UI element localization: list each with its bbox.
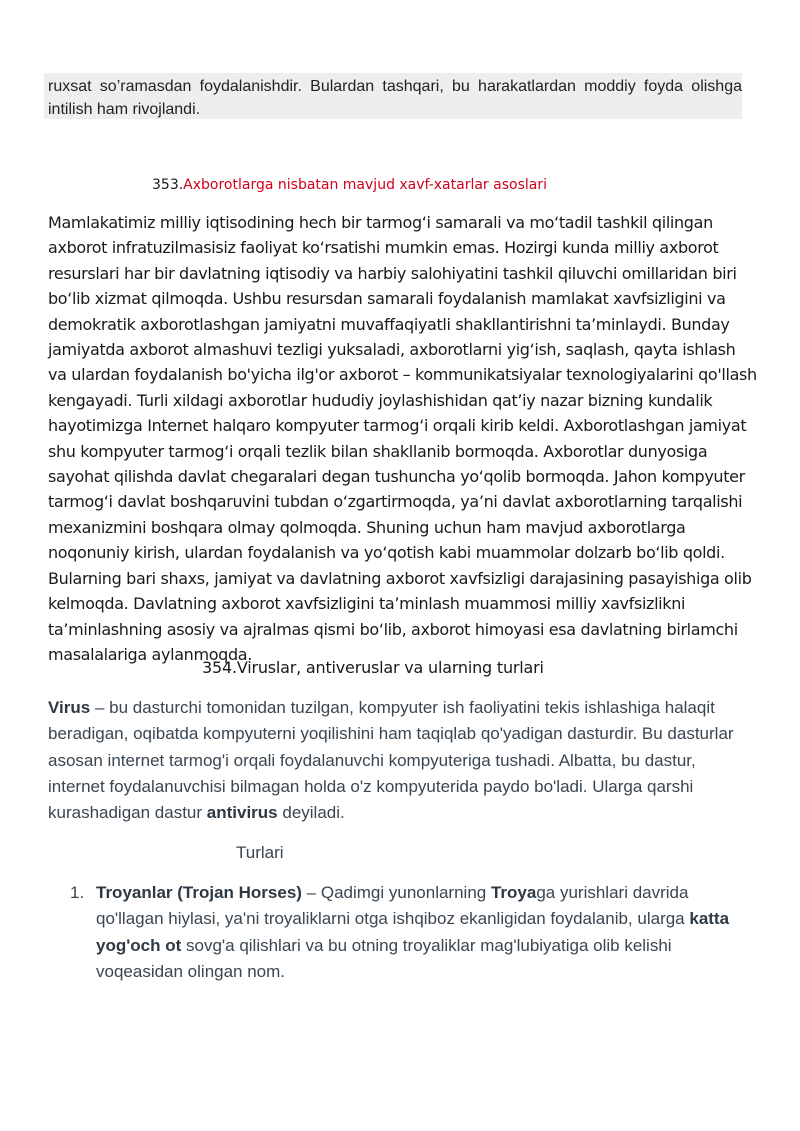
wooden-horse-term: katta yog'och ot [96,909,730,955]
list-item-text-c: sovg'a qilishlari va bu otning troyaliklar mag'lubiyatiga olib kelishi voqeasidan olingan nom. [96,935,672,981]
virus-definition-paragraph [48,695,748,826]
list-item [48,880,748,985]
section-353-number: 353. [152,177,184,193]
troya-term: Troya [490,883,537,902]
continuation-paragraph: ruxsat so’ramasdan foydalanishdir. Bulardan tashqari, bu harakatlardan moddiy foyda olishga intilish ham rivojlandi. [48,78,742,118]
list-item-text [96,880,748,985]
section-353-paragraph: Mamlakatimiz milliy iqtisodining hech bir tarmog‘i samarali va mo‘tadil tashkil qilingan axborot infratuzilmasisiz faoliyat ko‘rsatishi mumkin emas. Hozirgi kunda milliy axborot resurslari har bir davlatning iqtisodiy va harbiy salohiyatini tashkil qiluvchi omillaridan biri bo‘lib xizmat qilmoqda. Ushbu resursdan samarali foydalanish mamlakat xavfsizligini va demokratik axborotlashgan jamiyatni muvaffaqiyatli shakllantirishni ta’minlaydi. Bunday jamiyatda axborot almashuvi tezligi yuksaladi, axborotlarni yig‘ish, saqlash, qayta ishlash va ulardan foydalanish bo'yicha ilg'or axborot – kommunikatsiyalar texnologiyalarini qo'llash kengayadi. Turli xildagi axborotlar hududiy joylashishidan qat’iy nazar bizning kundalik hayotimizga Internet halqaro kompyuter tarmog‘i orqali kirib keldi. Axborotlashgan jamiyat shu kompyuter tarmog‘i orqali tezlik bilan shakllanib bormoqda. Axborotlar dunyosiga sayohat qilishda davlat chegaralari degan tushuncha yo‘qolib bormoqda. Jahon kompyuter tarmog‘i davlat boshqaruvini tubdan o‘zgartirmoqda, ya’ni davlat axborotlarning tarqalishi mexanizmini boshqara olmay qolmoqda. Shuning uchun ham mavjud axborotlarga noqonuniy kirish, ulardan foydalanish va yo‘qotish kabi muammolar dolzarb bo‘lib qoldi. Bularning bari shaxs, jamiyat va davlatning axborot xavfsizligi darajasining pasayishiga olib kelmoqda. Davlatning axborot xavfsizligini ta’minlash muammosi milliy xavfsizlikni ta’minlashning asosiy va ajralmas qismi bo‘lib, axborot himoyasi esa davlatning birlamchi masalalariga aylanmoqda. [48,213,757,664]
section-354-heading: 354.Viruslar, antiveruslar va ularning turlari [202,658,544,677]
types-label: Turlari [236,843,284,862]
section-353-title: Axborotlarga nisbatan mavjud xavf-xatarlar asoslari [183,177,547,193]
antivirus-term: antivirus [206,803,278,823]
virus-definition-tail: deyiladi. [277,803,345,823]
trojan-term: Troyanlar (Trojan Horses) [96,883,302,902]
virus-definition-text: – bu dasturchi tomonidan tuzilgan, kompyuter ish faoliyatini tekis ishlashiga halaqit beradigan, oqibatda kompyuterni yoqilishini ham taqiqlab qo'yadigan dasturdir. Bu dasturlar asosan internet tarmog'i orqali foydalanuvchi kompyuteriga tushadi. Albatta, bu dastur, internet foydalanuvchisi bilmagan holda o'z kompyuterida paydo bo'ladi. Ularga qarshi kurashadigan dastur [48,698,734,823]
virus-term: Virus [48,698,91,717]
list-item-text-a: – Qadimgi yunonlarning [301,883,491,902]
section-353-heading [152,176,547,194]
list-item-number: 1. [70,883,85,902]
list-item-text-b: ga yurishlari davrida qo'llagan hiylasi, ya'ni troyaliklarni otga ishqiboz ekanligidan foydalanib, ularga [96,883,690,929]
